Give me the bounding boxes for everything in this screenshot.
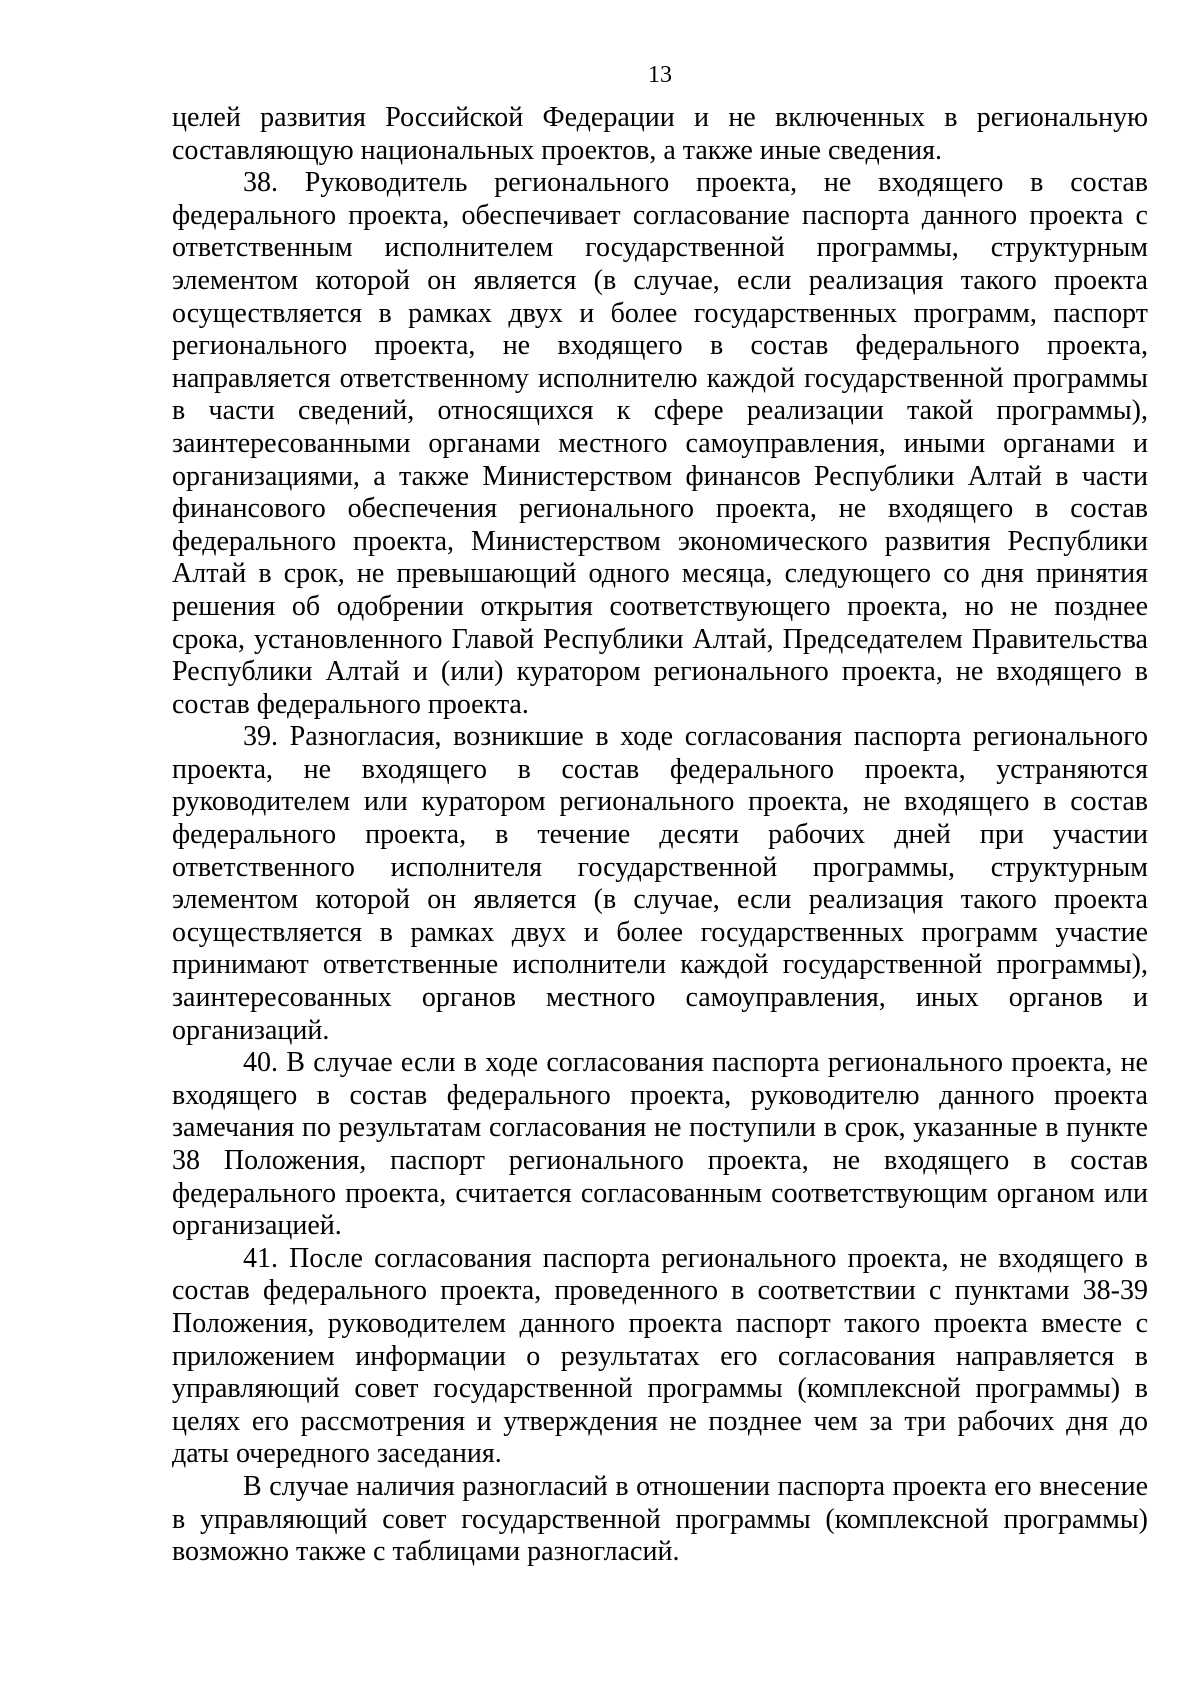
document-page — [172, 0, 1148, 1698]
page-number: 13 — [648, 62, 672, 88]
paragraph-39: 39. Разногласия, возникшие в ходе согласования паспорта регионального проекта, не входящего в состав федерального проекта, устраняются руководителем или куратором регионального проекта, не входящего в состав федерального проекта, в течение десяти рабочих дней при участии ответственного исполнителя государственной программы, структурным элементом которой он является (в случае, если реализация такого проекта осуществляется в рамках двух и более государственных программ участие принимают ответственные исполнители каждой государственной программы), заинтересованных органов местного самоуправления, иных органов и организаций. — [172, 721, 1148, 1046]
paragraph-41: 41. После согласования паспорта регионального проекта, не входящего в состав федерального проекта, проведенного в соответствии с пунктами 38-39 Положения, руководителем данного проекта паспорт такого проекта вместе с приложением информации о результатах его согласования направляется в управляющий совет государственной программы (комплексной программы) в целях его рассмотрения и утверждения не позднее чем за три рабочих дня до даты очередного заседания. — [172, 1242, 1148, 1470]
paragraph-40: 40. В случае если в ходе согласования паспорта регионального проекта, не входящего в состав федерального проекта, руководителю данного проекта замечания по результатам согласования не поступили в срок, указанные в пункте 38 Положения, паспорт регионального проекта, не входящего в состав федерального проекта, считается согласованным соответствующим органом или организацией. — [172, 1047, 1148, 1242]
paragraph-continuation: целей развития Российской Федерации и не включенных в региональную составляющую национальных проектов, а также иные сведения. — [172, 102, 1148, 166]
paragraph-38: 38. Руководитель регионального проекта, не входящего в состав федерального проекта, обеспечивает согласование паспорта данного проекта с ответственным исполнителем государственной программы, структурным элементом которой он является (в случае, если реализация такого проекта осуществляется в рамках двух и более государственных программ, паспорт регионального проекта, не входящего в состав федерального проекта, направляется ответственному исполнителю каждой государственной программы в части сведений, относящихся к сфере реализации такой программы), заинтересованными органами местного самоуправления, иными органами и организациями, а также Министерством финансов Республики Алтай в части финансового обеспечения регионального проекта, не входящего в состав федерального проекта, Министерством экономического развития Республики Алтай в срок, не превышающий одного месяца, следующего со дня принятия решения об одобрении открытия соответствующего проекта, но не позднее срока, установленного Главой Республики Алтай, Председателем Правительства Республики Алтай и (или) куратором регионального проекта, не входящего в состав федерального проекта. — [172, 167, 1148, 720]
paragraph-41-continuation: В случае наличия разногласий в отношении паспорта проекта его внесение в управляющий совет государственной программы (комплексной программы) возможно также с таблицами разногласий. — [172, 1470, 1148, 1568]
document-body — [172, 102, 1148, 1569]
